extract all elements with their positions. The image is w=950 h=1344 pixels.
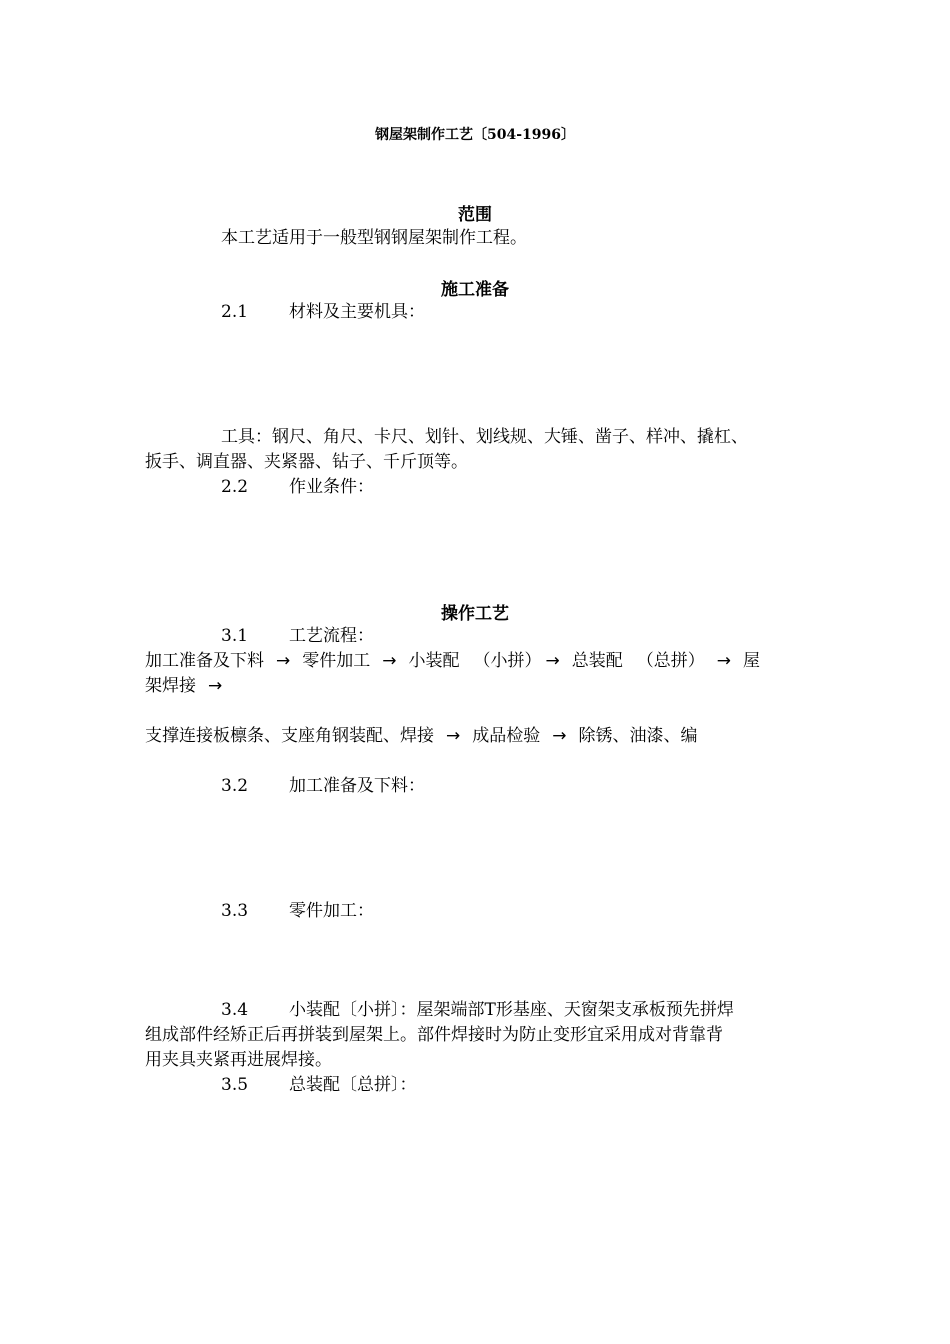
item-number: 3.5	[221, 1075, 249, 1095]
section-heading-scope: 范围	[458, 205, 492, 225]
flow-arrow-icon: →	[382, 651, 397, 671]
flow-arrow-icon: →	[716, 651, 731, 671]
item-number: 3.4	[221, 1000, 249, 1020]
item-number: 2.2	[221, 477, 249, 497]
item-label: 材料及主要机具：	[289, 302, 425, 322]
flow-step: 小装配	[408, 651, 460, 671]
flow-step: 屋	[743, 651, 760, 671]
item-label: 加工准备及下料：	[289, 776, 425, 796]
item-label: 工艺流程：	[289, 626, 374, 646]
flow-arrow-icon: →	[208, 676, 223, 696]
item-number: 3.3	[221, 901, 249, 921]
flow-arrow-icon: →	[545, 651, 560, 671]
item-label: 作业条件：	[289, 477, 374, 497]
item-label: 零件加工：	[289, 901, 374, 921]
tools-line-1: 工具：钢尺、角尺、卡尺、划针、划线规、大锤、凿子、样冲、撬杠、	[221, 427, 748, 447]
flow-step: 总装配	[571, 651, 623, 671]
item-label: 总装配〔总拼〕：	[289, 1075, 417, 1095]
flow-step: 加工准备及下料	[145, 651, 264, 671]
paragraph-line: 小装配〔小拼〕：屋架端部T形基座、天窗架支承板预先拼焊	[289, 1000, 734, 1020]
flow-step: 架焊接	[145, 676, 196, 696]
flow-step-note: （总拼）	[636, 651, 705, 671]
flow-arrow-icon: →	[446, 726, 461, 746]
item-number: 3.1	[221, 626, 249, 646]
paragraph-line: 组成部件经矫正后再拼装到屋架上。部件焊接时为防止变形宜采用成对背靠背	[145, 1025, 723, 1045]
paragraph-line: 用夹具夹紧再进展焊接。	[145, 1050, 332, 1070]
flow-step: 成品检验	[472, 726, 541, 746]
flow-step-note: （小拼）	[473, 651, 542, 671]
process-flow-line-2	[145, 724, 698, 748]
section-heading-ops: 操作工艺	[441, 604, 509, 624]
process-flow-line-1	[145, 649, 760, 673]
document-title: 钢屋架制作工艺〔504-1996〕	[375, 127, 575, 143]
item-number: 2.1	[221, 302, 249, 322]
flow-arrow-icon: →	[552, 726, 567, 746]
tools-line-2: 扳手、调直器、夹紧器、钻子、千斤顶等。	[145, 452, 468, 472]
flow-arrow-icon: →	[276, 651, 291, 671]
scope-text: 本工艺适用于一般型钢钢屋架制作工程。	[221, 228, 527, 248]
flow-step: 支撑连接板檩条、支座角钢装配、焊接	[145, 726, 434, 746]
process-flow-line-1-cont	[145, 674, 234, 698]
section-heading-prep: 施工准备	[441, 280, 509, 300]
item-number: 3.2	[221, 776, 249, 796]
flow-step: 除锈、油漆、编	[578, 726, 698, 746]
flow-step: 零件加工	[302, 651, 371, 671]
